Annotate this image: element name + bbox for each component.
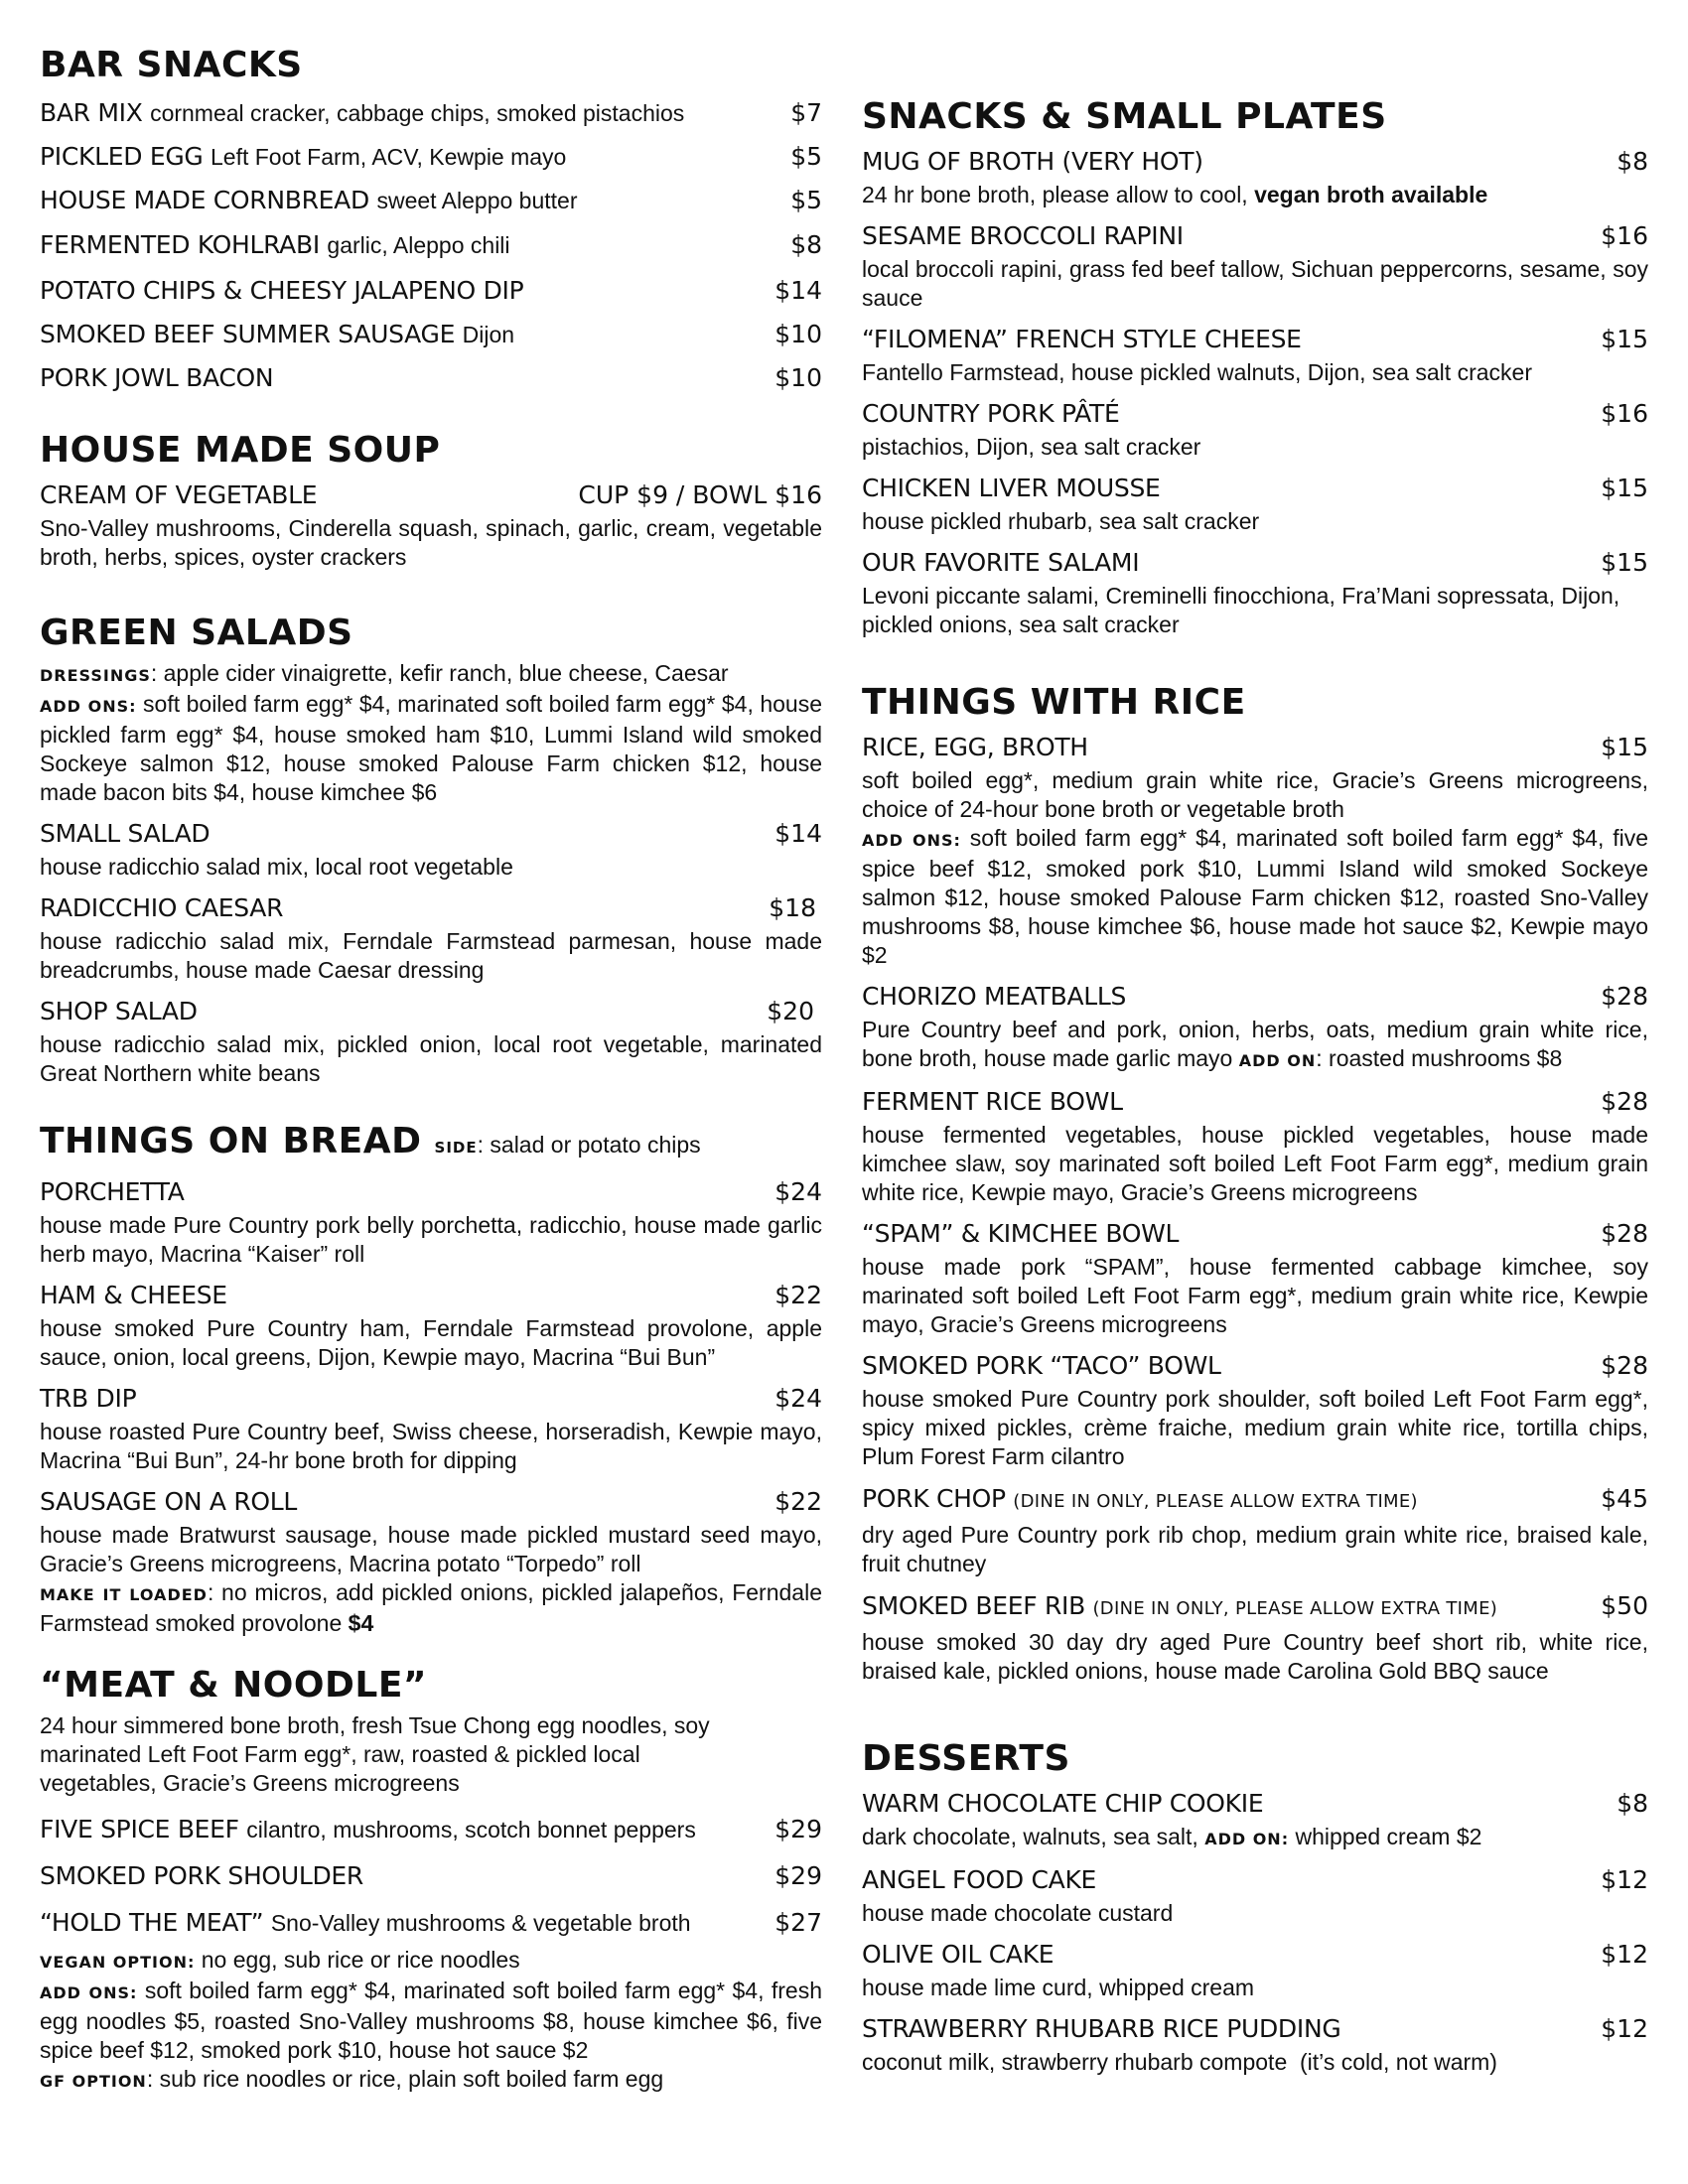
menu-item [862,544,1648,639]
menu-item [40,993,822,1088]
loaded-text: : no micros, add pickled onions, pickled jalapeños, Ferndale Farmstead smoked provolone [40,1579,822,1636]
item-description: dry aged Pure Country pork rib chop, medium grain white rice, braised kale, fruit chutney [862,1522,1648,1576]
desserts-section [862,1737,1648,2085]
menu-item [862,1586,1648,1686]
menu-item [40,1173,822,1269]
item-name: HOUSE MADE CORNBREAD [40,186,369,214]
item-desc-bold: vegan broth available [1254,182,1488,207]
menu-item [40,268,822,313]
rice-section [862,681,1648,1694]
item-name: WARM CHOCOLATE CHIP COOKIE [862,1789,1264,1818]
item-name: TRB DIP [40,1384,137,1413]
item-price: $10 [774,320,822,348]
menu-item [40,313,822,356]
menu-item [40,1852,822,1899]
addons-text: soft boiled farm egg* $4, marinated soft boiled farm egg* $4, fresh egg noodles $5, roasted Sno-Valley mushrooms $8, house kimchee $6, five spice beef $12, smoked pork $10, house hot sauce $2 [40,1978,822,2063]
item-name: OLIVE OIL CAKE [862,1940,1055,1969]
item-name: CHICKEN LIVER MOUSSE [862,474,1161,502]
item-name: SMOKED BEEF SUMMER SAUSAGE [40,320,456,348]
dressings-note [40,659,822,690]
item-price: $28 [1601,982,1648,1011]
salad-addons-note [40,690,822,807]
item-name: PICKLED EGG [40,142,204,171]
item-price: $15 [1601,474,1648,502]
item-name: “FILOMENA” FRENCH STYLE CHEESE [862,325,1302,353]
item-price: $22 [774,1487,822,1516]
item-name: “HOLD THE MEAT” [40,1908,264,1937]
gf-label: GF OPTION [40,2072,147,2091]
noodle-addons-note [40,1977,822,2065]
item-price: $28 [1601,1087,1648,1116]
green-salads-title: GREEN SALADS [40,613,353,653]
menu-item [862,1785,1648,1853]
item-price: $5 [790,186,822,214]
menu-item [862,1083,1648,1207]
item-name: SAUSAGE ON A ROLL [40,1487,298,1516]
vegan-note [40,1946,822,1977]
bar-snacks-section [40,44,822,399]
menu-item [862,2010,1648,2077]
item-name: MUG OF BROTH (VERY HOT) [862,147,1203,176]
menu-item [40,135,822,179]
item-price: $16 [1601,221,1648,250]
item-description: house smoked 30 day dry aged Pure Country beef short rib, white rice, braised kale, pickled onions, house made Carolina Gold BBQ sauce [862,1629,1648,1684]
menu-item [40,1483,822,1578]
item-price: $14 [774,819,822,848]
green-salads-section [40,612,822,1096]
snacks-title: SNACKS & SMALL PLATES [862,96,1387,137]
soup-title: HOUSE MADE SOUP [40,430,441,471]
noodle-title: “MEAT & NOODLE” [40,1665,428,1706]
addon-label: ADD ON [1238,1051,1317,1070]
item-name: CREAM OF VEGETABLE [40,480,318,509]
item-description: house made pork “SPAM”, house fermented cabbage kimchee, soy marinated soft boiled Left Foot Farm egg*, medium grain white rice, Kewpie mayo, Gracie’s Greens microgreens [862,1254,1648,1337]
item-description: house radicchio salad mix, Ferndale Farmstead parmesan, house made breadcrumbs, house made Caesar dressing [40,928,822,983]
item-price: $45 [1601,1484,1648,1513]
item-description [862,1016,1648,1075]
item-price: $20 [767,997,814,1025]
item-description: house made Pure Country pork belly porchetta, radicchio, house made garlic herb mayo, Macrina “Kaiser” roll [40,1212,822,1267]
loaded-label: MAKE IT LOADED [40,1585,208,1604]
side-label: SIDE [434,1139,478,1157]
gf-note [40,2065,822,2096]
menu-item [40,222,822,268]
bread-section [40,1120,822,1646]
item-note: (DINE IN ONLY, PLEASE ALLOW EXTRA TIME) [1013,1491,1418,1512]
item-description: pistachios, Dijon, sea salt cracker [862,434,1201,460]
rice-title: THINGS WITH RICE [862,682,1246,723]
item-inline-desc: Dijon [462,322,515,347]
item-note: (DINE IN ONLY, PLEASE ALLOW EXTRA TIME) [1092,1598,1498,1619]
item-price: $16 [1601,399,1648,428]
addons-text: soft boiled farm egg* $4, marinated soft boiled farm egg* $4, house pickled farm egg* $4, house smoked ham $10, Lummi Island wild smoked Sockeye salmon $12, house smoked Palouse Farm chicken $12, house made bacon bits $4, house kimchee $6 [40,691,822,805]
menu-item [862,1861,1648,1928]
item-price: $8 [1617,1789,1648,1818]
item-price: $14 [774,276,822,305]
soup-section [40,429,822,580]
bread-title-text: THINGS ON BREAD [40,1121,422,1161]
item-description: house radicchio salad mix, local root vegetable [40,854,513,880]
item-price: $15 [1601,325,1648,353]
item-price: $8 [790,230,822,259]
dressings-label: DRESSINGS [40,666,151,685]
item-price: $8 [1617,147,1648,176]
addon-text: whipped cream $2 [1289,1824,1482,1849]
vegan-label: VEGAN OPTION: [40,1953,196,1972]
menu-item [862,729,1648,824]
item-price: $24 [774,1384,822,1413]
item-description: house made Bratwurst sausage, house made pickled mustard seed mayo, Gracie’s Greens microgreens, Macrina potato “Torpedo” roll [40,1522,822,1576]
item-inline-desc: sweet Aleppo butter [376,188,578,213]
item-name: SMALL SALAD [40,819,211,848]
menu-item [40,179,822,222]
item-desc-text: Pure Country beef and pork, onion, herbs, oats, medium grain white rice, bone broth, house made garlic mayo [862,1017,1648,1071]
item-name: SHOP SALAD [40,997,198,1025]
menu-item [862,1936,1648,2002]
item-price: $15 [1601,733,1648,761]
noodle-intro: 24 hour simmered bone broth, fresh Tsue Chong egg noodles, soy marinated Left Foot Farm egg*, raw, roasted & pickled local vegetables, Gracie’s Greens microgreens [40,1712,710,1796]
item-name: FERMENT RICE BOWL [862,1087,1123,1116]
loaded-note [40,1578,822,1638]
item-price: $12 [1601,2014,1648,2043]
rice-addons-note [862,824,1648,970]
item-description: house made chocolate custard [862,1900,1174,1926]
menu-item [862,143,1648,209]
menu-item [40,1806,822,1852]
addon-label: ADD ON: [1204,1830,1290,1848]
item-description: house fermented vegetables, house pickled vegetables, house made kimchee slaw, soy marinated soft boiled Left Foot Farm egg*, medium grain white rice, Kewpie mayo, Gracie’s Greens microgreens [862,1122,1648,1205]
menu-item [862,395,1648,462]
item-price: $29 [774,1815,822,1843]
item-name: CHORIZO MEATBALLS [862,982,1127,1011]
menu-item [40,91,822,135]
item-price: $27 [774,1908,822,1937]
item-price: $24 [774,1177,822,1206]
item-price: $28 [1601,1351,1648,1380]
item-name: ANGEL FOOD CAKE [862,1865,1097,1894]
addons-label: ADD ONS: [862,831,961,850]
menu-item [862,1347,1648,1471]
item-price: $12 [1601,1940,1648,1969]
item-name: STRAWBERRY RHUBARB RICE PUDDING [862,2014,1341,2043]
item-inline-desc: cilantro, mushrooms, scotch bonnet peppers [246,1817,696,1843]
item-price: $50 [1601,1591,1648,1620]
item-inline-desc: garlic, Aleppo chili [327,232,510,258]
menu-item [862,1215,1648,1339]
item-description: house radicchio salad mix, pickled onion, local root vegetable, marinated Great Northern white beans [40,1031,822,1086]
menu-item [862,470,1648,536]
item-description: house smoked Pure Country pork shoulder, soft boiled Left Foot Farm egg*, spicy mixed pickles, crème fraiche, medium grain white rice, tortilla chips, Plum Forest Farm cilantro [862,1386,1648,1469]
item-price: $10 [774,363,822,392]
item-price: $15 [1601,548,1648,577]
bread-title [40,1120,822,1169]
item-price: CUP $9 / BOWL $16 [578,480,822,509]
item-price: $7 [790,98,822,127]
addon-text: : roasted mushrooms $8 [1316,1045,1563,1071]
desserts-title: DESSERTS [862,1738,1070,1779]
item-name: PORK JOWL BACON [40,363,274,392]
menu-item [40,1899,822,1946]
item-description: house made lime curd, whipped cream [862,1975,1255,2000]
item-description [862,181,1648,209]
item-name: SMOKED BEEF RIB [862,1591,1085,1620]
item-description: house smoked Pure Country ham, Ferndale Farmstead provolone, apple sauce, onion, local greens, Dijon, Kewpie mayo, Macrina “Bui Bun” [40,1315,822,1370]
menu-item [40,889,822,985]
dressings-text: : apple cider vinaigrette, kefir ranch, blue cheese, Caesar [150,660,729,686]
item-price: $5 [790,142,822,171]
item-name: SMOKED PORK SHOULDER [40,1861,363,1890]
menu-item [862,321,1648,387]
item-price: $28 [1601,1219,1648,1248]
menu-item [862,978,1648,1075]
bar-snacks-title: BAR SNACKS [40,45,303,85]
item-name: COUNTRY PORK PÂTÉ [862,399,1120,428]
side-text: : salad or potato chips [477,1132,701,1158]
item-name: SESAME BROCCOLI RAPINI [862,221,1184,250]
loaded-price: $4 [348,1610,374,1636]
item-description: Sno-Valley mushrooms, Cinderella squash, spinach, garlic, cream, vegetable broth, herbs, spices, oyster crackers [40,515,822,570]
item-name: OUR FAVORITE SALAMI [862,548,1140,577]
item-description: house pickled rhubarb, sea salt cracker [862,508,1260,534]
vegan-text: no egg, sub rice or rice noodles [195,1947,520,1973]
item-name: POTATO CHIPS & CHEESY JALAPENO DIP [40,276,524,305]
addons-label: ADD ONS: [40,1983,138,2002]
item-description: house roasted Pure Country beef, Swiss cheese, horseradish, Kewpie mayo, Macrina “Bui Bun”, 24-hr bone broth for dipping [40,1419,822,1473]
noodle-section [40,1664,822,2104]
menu-item [40,1380,822,1475]
item-name: HAM & CHEESE [40,1281,227,1309]
snacks-section [862,95,1648,647]
menu-item [40,356,822,399]
item-name: “SPAM” & KIMCHEE BOWL [862,1219,1180,1248]
item-name: PORK CHOP [862,1484,1006,1513]
item-price: $18 [769,893,816,922]
item-inline-desc: Left Foot Farm, ACV, Kewpie mayo [210,144,567,170]
item-name: FERMENTED KOHLRABI [40,230,320,259]
item-description: coconut milk, strawberry rhubarb compote (it’s cold, not warm) [862,2049,1497,2075]
item-name: SMOKED PORK “TACO” BOWL [862,1351,1221,1380]
item-desc-text: 24 hr bone broth, please allow to cool, [862,182,1255,207]
menu-item [862,217,1648,313]
menu-item [40,815,822,882]
soup-item [40,477,822,514]
addons-text: soft boiled farm egg* $4, marinated soft boiled farm egg* $4, five spice beef $12, smoked pork $10, Lummi Island wild smoked Sockeye salmon $12, house smoked Palouse Farm chicken $12, roasted Sno-Valley mushrooms $8, house kimchee $6, house made hot sauce $2, Kewpie mayo $2 [862,825,1648,968]
item-inline-desc: cornmeal cracker, cabbage chips, smoked pistachios [150,100,685,126]
item-description [862,1823,1648,1853]
item-description: local broccoli rapini, grass fed beef tallow, Sichuan peppercorns, sesame, soy sauce [862,256,1648,311]
item-name: RADICCHIO CAESAR [40,893,284,922]
item-price: $29 [774,1861,822,1890]
item-name: FIVE SPICE BEEF [40,1815,239,1843]
gf-text: : sub rice noodles or rice, plain soft boiled farm egg [146,2066,664,2092]
item-inline-desc: Sno-Valley mushrooms & vegetable broth [270,1910,691,1936]
item-name: BAR MIX [40,98,143,127]
item-description: soft boiled egg*, medium grain white rice, Gracie’s Greens microgreens, choice of 24-hour bone broth or vegetable broth [862,767,1648,822]
item-name: RICE, EGG, BROTH [862,733,1088,761]
item-name: PORCHETTA [40,1177,185,1206]
item-price: $22 [774,1281,822,1309]
menu-item [40,1277,822,1372]
item-desc-text: dark chocolate, walnuts, sea salt, [862,1824,1205,1849]
item-description: Levoni piccante salami, Creminelli finocchiona, Fra’Mani sopressata, Dijon, pickled onions, sea salt cracker [862,583,1620,637]
menu-item [862,1479,1648,1578]
item-description: Fantello Farmstead, house pickled walnuts, Dijon, sea salt cracker [862,359,1532,385]
addons-label: ADD ONS: [40,697,137,716]
item-price: $12 [1601,1865,1648,1894]
